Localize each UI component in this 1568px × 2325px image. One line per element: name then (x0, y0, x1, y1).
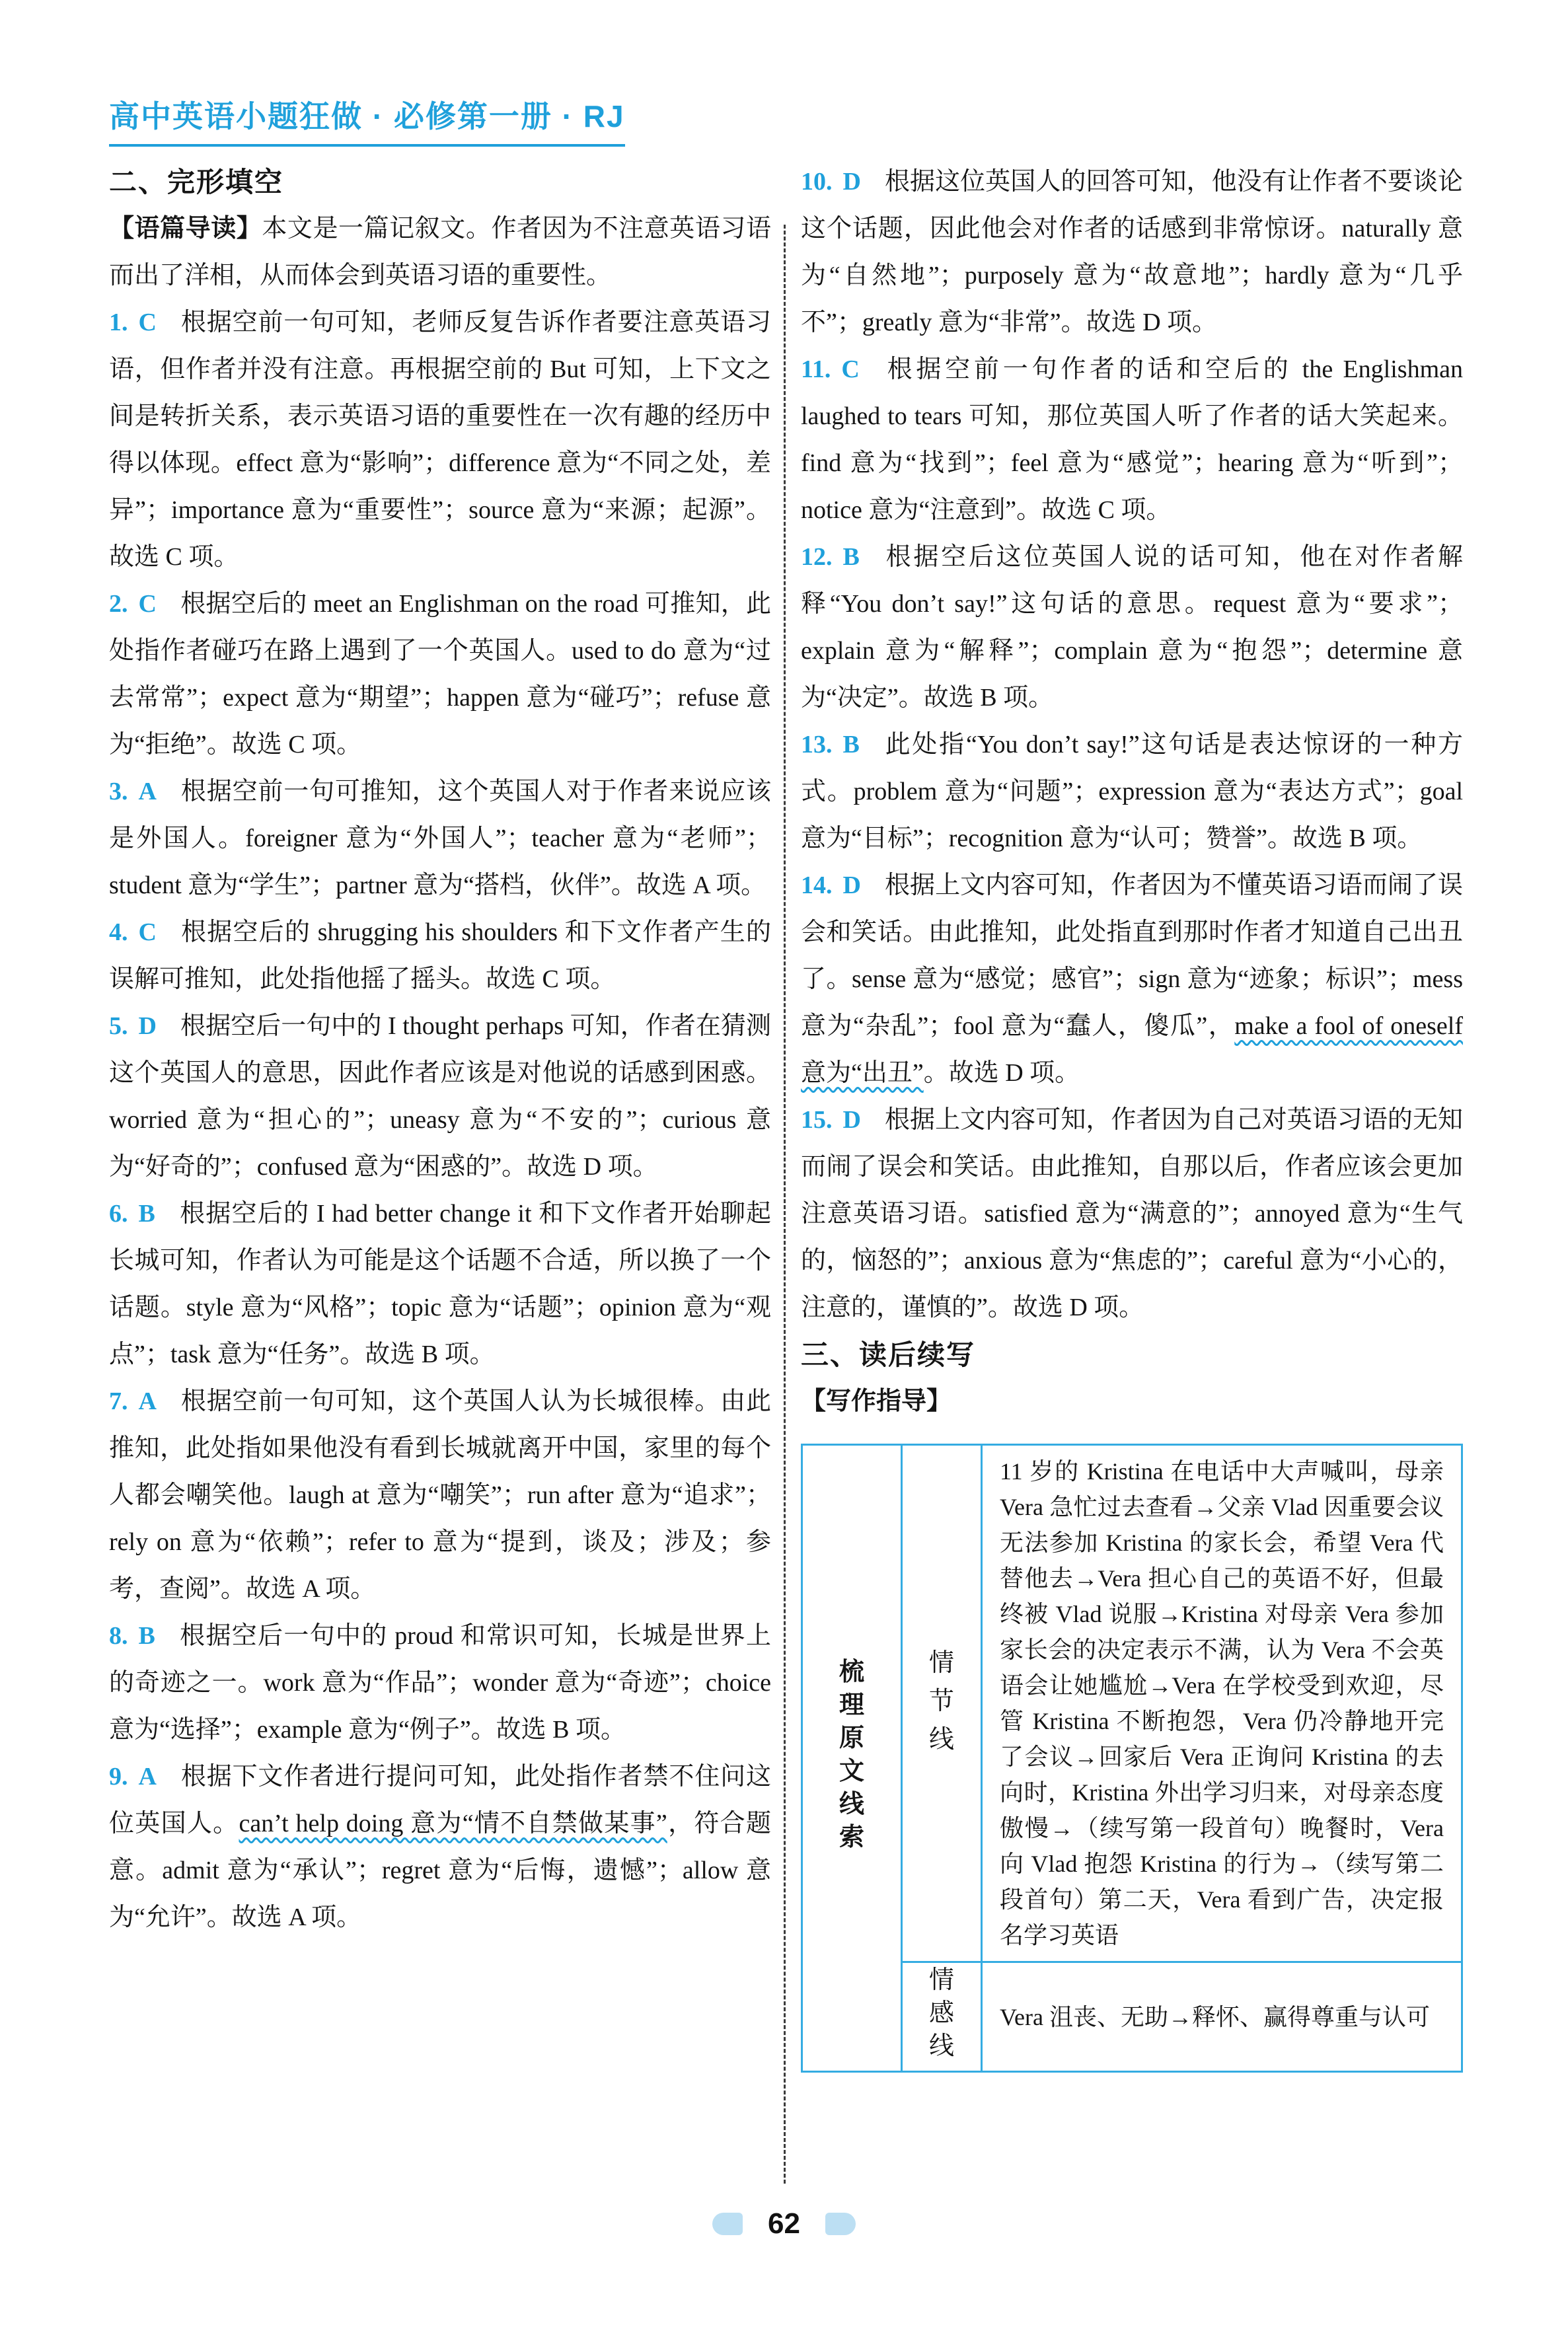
answer-item (109, 1003, 771, 1191)
item-answer: D (842, 871, 861, 899)
item-text: 此处指“You don’t say!”这句话是表达惊讶的一种方式。problem 意为“问题”；expression 意为“表达方式”；goal 意为“目标”；recognition 意为“认可；赞誉”。故选 B 项。 (801, 731, 1463, 852)
answer-item (109, 581, 771, 768)
item-text: 根据空后一句中的 proud 和常识可知，长城是世界上的奇迹之一。work 意为“作品”；wonder 意为“奇迹”；choice 意为“选择”；example 意为“例子”。故选 B 项。 (109, 1622, 771, 1744)
item-answer: A (138, 1387, 157, 1415)
item-text: 根据上文内容可知，作者因为自己对英语习语的无知而闹了误会和笑话。由此推知，自那以后，作者应该会更加注意英语习语。satisfied 意为“满意的”；annoyed 意为“生气的，恼怒的”；anxious 意为“焦虑的”；careful 意为“小心的，注意的，谨慎的”。故选 D 项。 (801, 1106, 1463, 1321)
guide-paragraph (109, 205, 771, 299)
left-column (109, 159, 771, 1941)
table-corner-label: 梳理原文线索 (839, 1658, 864, 1851)
section-title: 三、读后续写 (801, 1339, 976, 1370)
item-answer: D (842, 168, 861, 196)
item-number: 14. (801, 871, 833, 899)
item-answer: C (138, 309, 157, 336)
item-answer: B (138, 1200, 155, 1228)
writing-guide-line (801, 1378, 1463, 1425)
item-answer: A (138, 1763, 157, 1790)
column-divider (784, 225, 786, 2184)
footer-pill-right-icon (825, 2213, 856, 2235)
table-corner-cell (802, 1445, 902, 2072)
item-answer: D (842, 1106, 861, 1134)
item-answer: C (138, 918, 157, 946)
plot-line-label-cell (902, 1445, 982, 1962)
item-text: 根据空后的 I had better change it 和下文作者开始聊起长城可知，作者认为可能是这个话题不合适，所以换了一个话题。style 意为“风格”；topic 意为“话题”；opinion 意为“观点”；task 意为“任务”。故选 B 项。 (109, 1200, 771, 1368)
plot-line-label: 情节线 (928, 1648, 954, 1753)
item-number: 7. (109, 1387, 128, 1415)
right-column (801, 159, 1463, 2073)
item-answer: A (138, 778, 157, 805)
item-answer: B (842, 543, 860, 571)
item-number: 9. (109, 1763, 128, 1790)
answer-item (801, 534, 1463, 721)
item-answer: D (138, 1012, 157, 1040)
item-text: ，符合题意。admit 意为“承认”；regret 意为“后悔，遗憾”；allow 意为“允许”。故选 A 项。 (109, 1810, 771, 1931)
item-text: 根据空前一句可知，这个英国人认为长城很棒。由此推知，此处指如果他没有看到长城就离开中国，家里的每个人都会嘲笑他。laugh at 意为“嘲笑”；run after 意为“追求”；rely on 意为“依赖”；refer to 意为“提到，谈及；涉及；参考，查阅”。故选 A 项。 (109, 1387, 771, 1603)
item-text-wavy: can’t help doing 意为“情不自禁做某事” (239, 1810, 667, 1837)
answer-item (109, 1753, 771, 1941)
answer-item (109, 1613, 771, 1753)
item-text: 根据空后的 meet an Englishman on the road 可推知，此处指作者碰巧在路上遇到了一个英国人。used to do 意为“过去常常”；expect 意为“期望”；happen 意为“碰巧”；refuse 意为“拒绝”。故选 C 项。 (109, 590, 771, 758)
answer-item (801, 346, 1463, 534)
answer-item (109, 1378, 771, 1613)
item-text: 根据空后的 shrugging his shoulders 和下文作者产生的误解可推知，此处指他摇了摇头。故选 C 项。 (109, 918, 771, 993)
book-title: 高中英语小题狂做 · 必修第一册 · RJ (109, 98, 625, 147)
item-number: 3. (109, 778, 128, 805)
item-text: 。故选 D 项。 (923, 1059, 1080, 1087)
item-text: 根据这位英国人的回答可知，他没有让作者不要谈论这个话题，因此他会对作者的话感到非常惊讶。naturally 意为“自然地”；purposely 意为“故意地”；hardly 意为“几乎不”；greatly 意为“非常”。故选 D 项。 (801, 168, 1463, 336)
answer-item (801, 1097, 1463, 1331)
emotion-line-content: Vera 沮丧、无助→释怀、赢得尊重与认可 (982, 1962, 1462, 2072)
item-answer: C (138, 590, 157, 618)
item-number: 15. (801, 1106, 833, 1134)
item-text: 根据空前一句可推知，这个英国人对于作者来说应该是外国人。foreigner 意为“外国人”；teacher 意为“老师”；student 意为“学生”；partner 意为“搭档，伙伴”。故选 A 项。 (109, 778, 771, 899)
emotion-line-label-cell (902, 1962, 982, 2072)
footer-pill-left-icon (712, 2213, 743, 2235)
item-number: 8. (109, 1622, 128, 1650)
plot-line-content: 11 岁的 Kristina 在电话中大声喊叫，母亲 Vera 急忙过去查看→父亲 Vlad 因重要会议无法参加 Kristina 的家长会，希望 Vera 代替他去→Vera 担心自己的英语不好，但最终被 Vlad 说服→Kristina 对母亲 Vera 参加家长会的决定表示不满，认为 Vera 不会英语会让她尴尬→Vera 在学校受到欢迎，尽管 Kristina 不断抱怨，Vera 仍冷静地开完了会议→回家后 Vera 正询问 Kristina 的去向时，Kristina 外出学习归来，对母亲态度傲慢→（续写第一段首句）晚餐时，Vera 向 Vlad 抱怨 Kristina 的行为→（续写第二段首句）第二天，Vera 看到广告，决定报名学习英语 (982, 1445, 1462, 1962)
item-number: 6. (109, 1200, 128, 1228)
item-text: 根据空后这位英国人说的话可知，他在对作者解释“You don’t say!”这句话的意思。request 意为“要求”；explain 意为“解释”；complain 意为“抱怨”；determine 意为“决定”。故选 B 项。 (801, 543, 1463, 712)
item-number: 13. (801, 731, 833, 758)
item-number: 12. (801, 543, 833, 571)
answer-item (109, 299, 771, 581)
clue-table (801, 1444, 1463, 2073)
emotion-line-label: 情感线 (928, 1966, 954, 2060)
item-number: 4. (109, 918, 128, 946)
item-number: 1. (109, 309, 128, 336)
item-answer: B (138, 1622, 155, 1650)
answer-item (109, 1191, 771, 1378)
plot-line-row (802, 1445, 1462, 1962)
answer-item (801, 159, 1463, 346)
item-number: 10. (801, 168, 833, 196)
item-answer: B (842, 731, 860, 758)
answer-item (801, 862, 1463, 1097)
item-text-wavy: make a fool of oneself 意为“出丑” (801, 1012, 1463, 1087)
section-title: 二、完形填空 (109, 166, 284, 198)
writing-guide-label: 【写作指导】 (801, 1387, 952, 1415)
item-number: 2. (109, 590, 128, 618)
item-text: 根据上文内容可知，作者因为不懂英语习语而闹了误会和笑话。由此推知，此处指直到那时作者才知道自己出丑了。sense 意为“感觉；感官”；sign 意为“迹象；标识”；mess 意为“杂乱”；fool 意为“蠢人，傻瓜”， (801, 871, 1463, 1040)
answer-item (109, 909, 771, 1003)
item-answer: C (841, 355, 860, 383)
item-text: 根据下文作者进行提问可知，此处指作者禁不住问这位英国人。 (109, 1763, 771, 1837)
guide-text: 本文是一篇记叙文。作者因为不注意英语习语而出了洋相，从而体会到英语习语的重要性。 (109, 215, 771, 289)
item-number: 5. (109, 1012, 128, 1040)
item-text: 根据空后一句中的 I thought perhaps 可知，作者在猜测这个英国人的意思，因此作者应该是对他说的话感到困惑。worried 意为“担心的”；uneasy 意为“不安的”；curious 意为“好奇的”；confused 意为“困惑的”。故选 D 项。 (109, 1012, 771, 1181)
page-footer (0, 2204, 1568, 2244)
item-text: 根据空前一句作者的话和空后的 the Englishman laughed to tears 可知，那位英国人听了作者的话大笑起来。find 意为“找到”；feel 意为“感觉”；hearing 意为“听到”；notice 意为“注意到”。故选 C 项。 (801, 355, 1463, 524)
guide-label: 【语篇导读】 (109, 215, 262, 242)
answer-item (109, 768, 771, 909)
page-number: 62 (768, 2207, 800, 2240)
item-number: 11. (801, 355, 831, 383)
answer-item (801, 721, 1463, 862)
book-header (109, 98, 625, 147)
item-text: 根据空前一句可知，老师反复告诉作者要注意英语习语，但作者并没有注意。再根据空前的 But 可知，上下文之间是转折关系，表示英语习语的重要性在一次有趣的经历中得以体现。effect 意为“影响”；difference 意为“不同之处，差异”；importance 意为“重要性”；source 意为“来源；起源”。故选 C 项。 (109, 309, 771, 571)
